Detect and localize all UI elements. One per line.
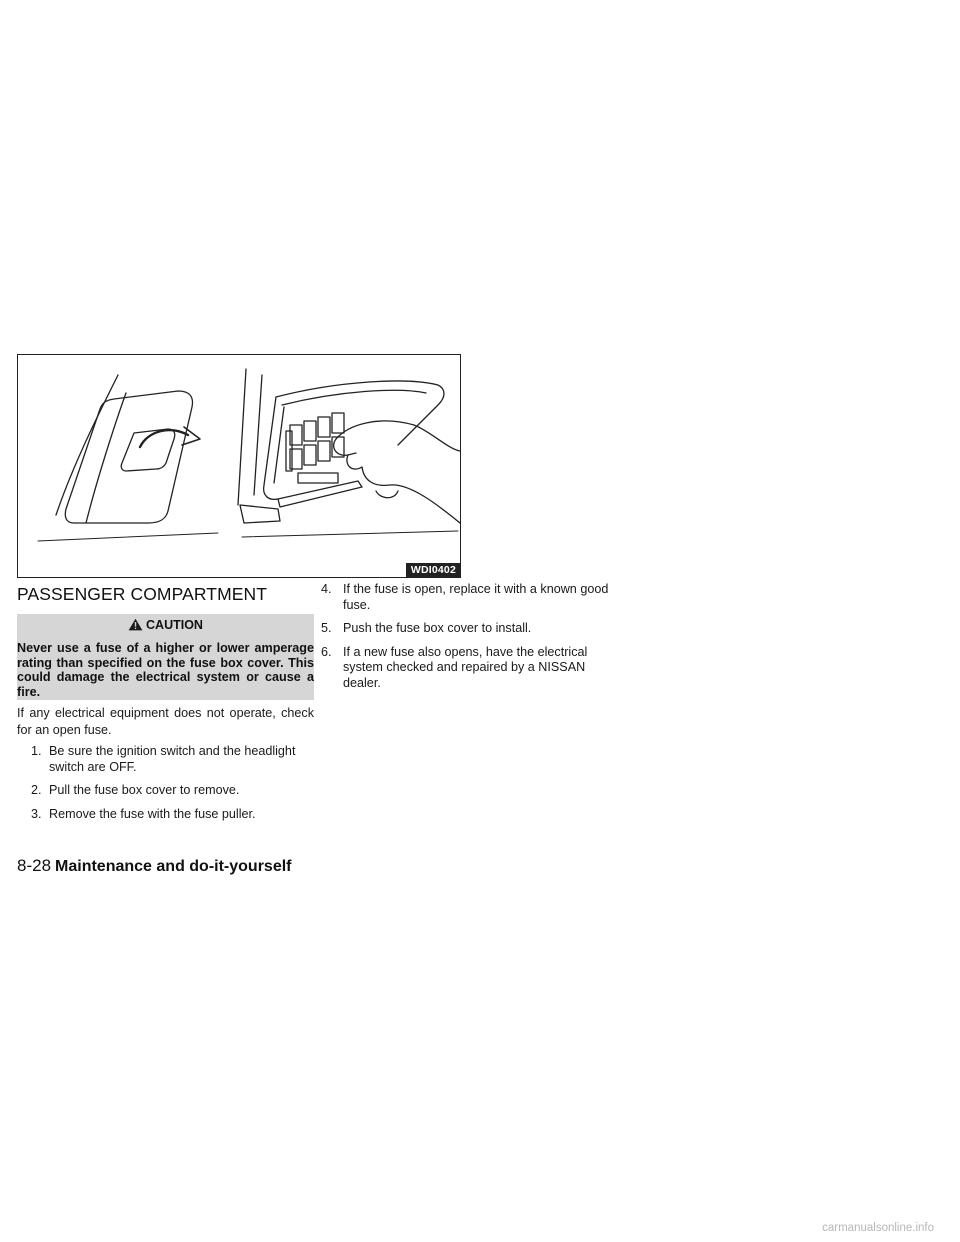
step-number: 2. bbox=[31, 783, 42, 798]
step-number: 5. bbox=[321, 621, 332, 636]
intro-paragraph: If any electrical equipment does not operate, check for an open fuse. bbox=[17, 706, 314, 737]
page-footer bbox=[17, 856, 292, 876]
step-item bbox=[321, 582, 611, 613]
step-item bbox=[17, 807, 314, 823]
left-column bbox=[17, 705, 314, 830]
caution-box bbox=[17, 614, 314, 700]
chapter-title: Maintenance and do-it-yourself bbox=[55, 858, 292, 875]
step-item bbox=[321, 645, 611, 692]
step-text: Pull the fuse box cover to remove. bbox=[49, 783, 240, 798]
fuse-box-illustration bbox=[17, 354, 461, 578]
step-item bbox=[321, 621, 611, 637]
watermark: carmanualsonline.info bbox=[822, 1222, 934, 1234]
step-number: 3. bbox=[31, 806, 42, 821]
step-text: Remove the fuse with the fuse puller. bbox=[49, 806, 256, 821]
caution-label: CAUTION bbox=[146, 618, 203, 632]
step-item bbox=[17, 744, 314, 775]
step-number: 1. bbox=[31, 744, 42, 758]
fuse-box-cover-removal-illustration bbox=[18, 355, 461, 578]
page-number: 8-28 bbox=[17, 856, 52, 875]
step-text: If a new fuse also opens, have the electrical system checked and repaired by a NISSAN dealer. bbox=[343, 644, 588, 690]
warning-triangle-icon bbox=[128, 618, 143, 634]
step-item bbox=[17, 783, 314, 799]
step-text: Be sure the ignition switch and the headlight switch are OFF. bbox=[49, 744, 296, 774]
figure-code: WDI0402 bbox=[406, 563, 460, 577]
step-text: If the fuse is open, replace it with a known good fuse. bbox=[343, 582, 609, 612]
right-column bbox=[321, 582, 611, 700]
step-number: 4. bbox=[321, 582, 332, 596]
step-number: 6. bbox=[321, 644, 332, 659]
section-heading: PASSENGER COMPARTMENT bbox=[17, 584, 268, 604]
caution-text: Never use a fuse of a higher or lower amperage rating than specified on the fuse box cover. This could damage the electrical system or cause a fire. bbox=[17, 641, 314, 699]
step-text: Push the fuse box cover to install. bbox=[343, 621, 532, 636]
caution-title bbox=[17, 618, 314, 634]
